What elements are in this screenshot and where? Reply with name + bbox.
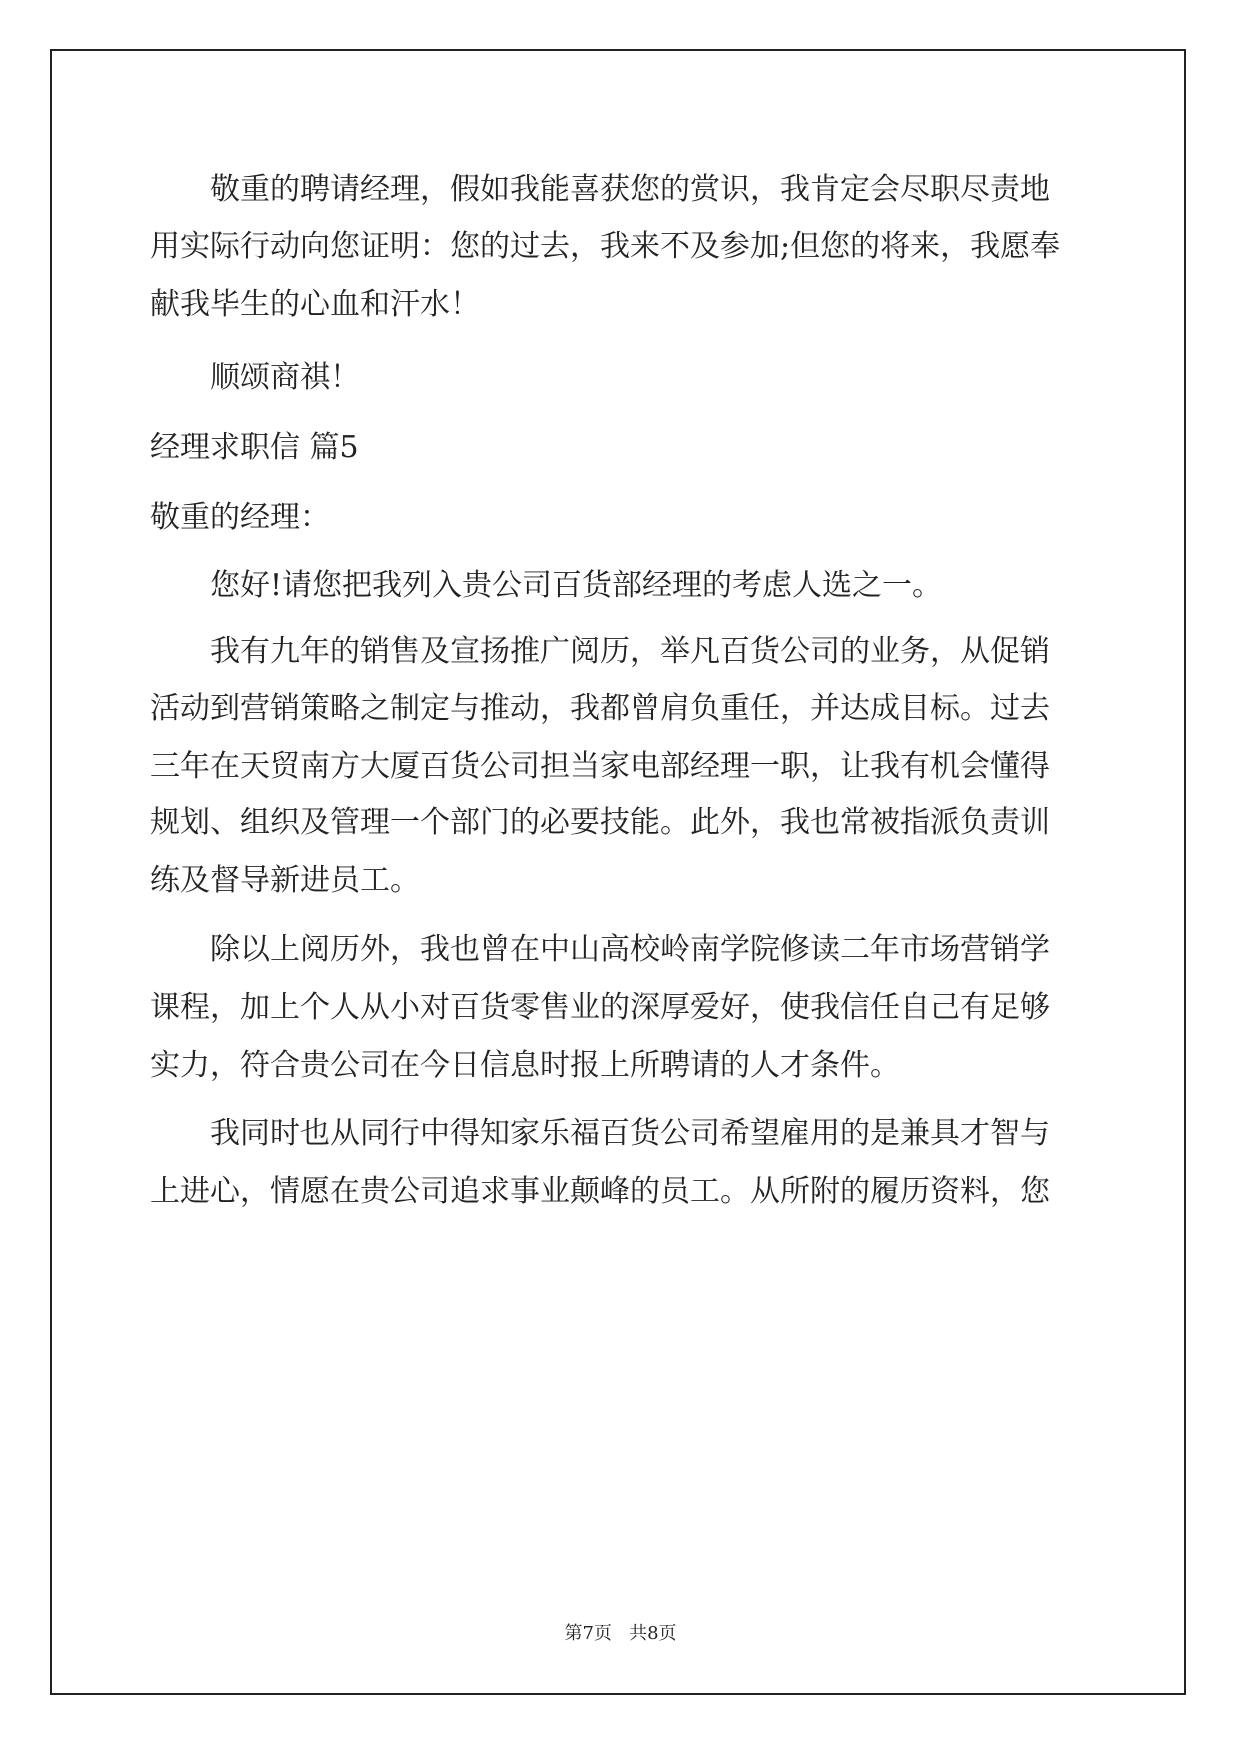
page-number-footer: 第7页 共8页 (564, 1623, 677, 1644)
body-text-line: 规划、组织及管理一个部门的必要技能。此外，我也常被指派负责训 (150, 805, 1050, 840)
body-text-line: 上进心，情愿在贵公司追求事业颠峰的员工。从所附的履历资料，您 (150, 1174, 1050, 1209)
body-text-line: 实力，符合贵公司在今日信息时报上所聘请的人才条件。 (150, 1048, 900, 1083)
body-text-line: 您好!请您把我列入贵公司百货部经理的考虑人选之一。 (150, 568, 943, 603)
body-text-line: 我有九年的销售及宣扬推广阅历，举凡百货公司的业务，从促销 (150, 634, 1050, 669)
body-text-line: 敬重的聘请经理，假如我能喜获您的赏识，我肯定会尽职尽责地 (150, 172, 1050, 207)
section-heading: 经理求职信 篇5 (150, 430, 359, 465)
body-text-line: 除以上阅历外，我也曾在中山高校岭南学院修读二年市场营销学 (150, 932, 1050, 967)
body-text-line: 课程，加上个人从小对百货零售业的深厚爱好，使我信任自己有足够 (150, 990, 1050, 1025)
body-text-line: 活动到营销策略之制定与推动，我都曾肩负重任，并达成目标。过去 (150, 691, 1050, 726)
body-text-line: 我同时也从同行中得知家乐福百货公司希望雇用的是兼具才智与 (150, 1116, 1050, 1151)
letter-greeting: 敬重的经理： (150, 500, 330, 535)
closing-salutation: 顺颂商祺！ (150, 360, 360, 395)
body-text-line: 三年在天贸南方大厦百货公司担当家电部经理一职，让我有机会懂得 (150, 749, 1050, 784)
body-text-line: 练及督导新进员工。 (150, 863, 420, 898)
body-text-line: 献我毕生的心血和汗水！ (150, 287, 480, 322)
body-text-line: 用实际行动向您证明：您的过去，我来不及参加;但您的将来，我愿奉 (150, 229, 1061, 264)
